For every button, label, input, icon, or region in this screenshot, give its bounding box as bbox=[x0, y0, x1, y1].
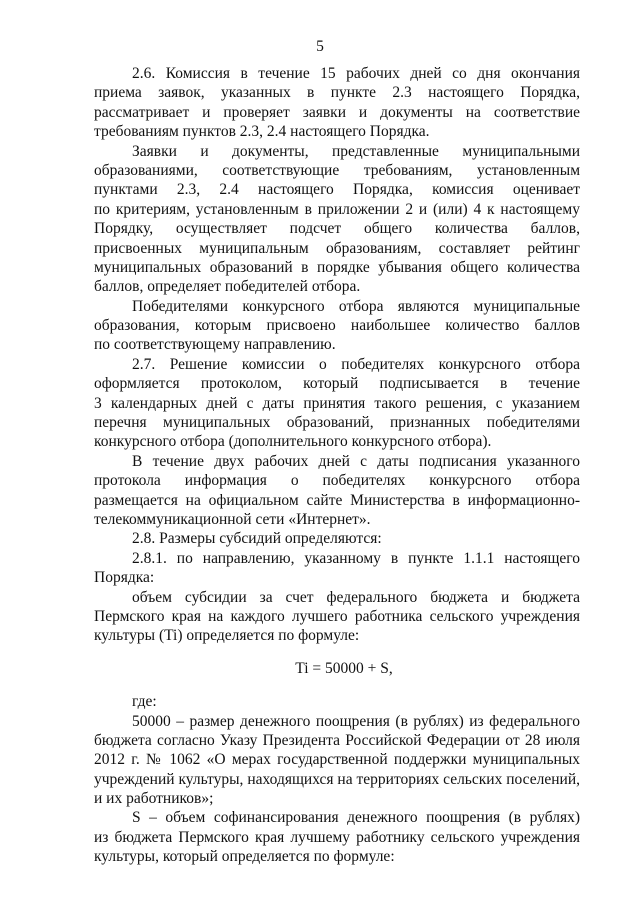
text-line: Порядку, осуществляет подсчет общего количества баллов, bbox=[94, 220, 580, 238]
text-line: 50000 – размер денежного поощрения (в рублях) из федерального bbox=[132, 712, 580, 730]
text-line: оформляется протоколом, который подписывается в течение bbox=[94, 375, 580, 393]
document-body bbox=[94, 64, 580, 867]
text-line: где: bbox=[132, 693, 157, 711]
formula: Ti = 50000 + S, bbox=[295, 659, 393, 677]
text-line: Победителями конкурсного отбора являются муниципальные bbox=[132, 297, 580, 315]
text-line: объем субсидии за счет федерального бюджета и бюджета bbox=[132, 588, 580, 606]
text-line: 2.8.1. по направлению, указанному в пункте 1.1.1 настоящего bbox=[132, 549, 580, 567]
text-line: S – объем софинансирования денежного поощрения (в рублях) bbox=[132, 809, 580, 827]
text-line: протокола информация о победителях конкурсного отбора bbox=[94, 472, 580, 490]
text-line: культуры, который определяется по формуле: bbox=[94, 848, 395, 866]
text-line: 2.8. Размеры субсидий определяются: bbox=[132, 530, 382, 548]
text-block-before-formula bbox=[94, 64, 580, 646]
text-line: 2.6. Комиссия в течение 15 рабочих дней со дня окончания bbox=[132, 65, 580, 82]
text-line: и их работников»; bbox=[94, 790, 214, 808]
text-line: учреждений культуры, находящихся на территориях сельских поселений, bbox=[94, 770, 580, 788]
text-line: присвоенных муниципальным образованиям, составляет рейтинг bbox=[94, 239, 580, 257]
text-line: рассматривает и проверяет заявки и документы на соответствие bbox=[94, 103, 580, 121]
text-line: Порядка: bbox=[94, 569, 155, 587]
text-line: баллов, определяет победителей отбора. bbox=[94, 278, 361, 296]
text-line: муниципальных образований в порядке убывания общего количества bbox=[94, 258, 580, 276]
text-line: приема заявок, указанных в пункте 2.3 настоящего Порядка, bbox=[94, 84, 580, 102]
page-number: 5 bbox=[316, 38, 324, 55]
text-line: телекоммуникационной сети «Интернет». bbox=[94, 510, 371, 528]
text-line: по критериям, установленным в приложении 2 и (или) 4 к настоящему bbox=[94, 200, 580, 218]
text-line: из бюджета Пермского края лучшему работнику сельского учреждения bbox=[94, 828, 580, 846]
text-line: 3 календарных дней с даты принятия такого решения, с указанием bbox=[94, 394, 580, 412]
text-line: перечня муниципальных образований, признанных победителями bbox=[94, 414, 580, 432]
text-line: бюджета согласно Указу Президента Российской Федерации от 28 июля bbox=[94, 731, 580, 749]
text-line: Пермского края на каждого лучшего работника сельского учреждения bbox=[94, 607, 580, 625]
text-line: образованиями, соответствующие требованиям, установленным bbox=[94, 161, 580, 179]
text-line: пунктами 2.3, 2.4 настоящего Порядка, комиссия оценивает bbox=[94, 181, 580, 199]
text-line: Заявки и документы, представленные муниципальными bbox=[132, 142, 580, 160]
text-line: по соответствующему направлению. bbox=[94, 336, 336, 354]
text-line: требованиям пунктов 2.3, 2.4 настоящего Порядка. bbox=[94, 123, 430, 141]
text-line: образования, которым присвоено наибольшее количество баллов bbox=[94, 317, 580, 335]
text-line: 2.7. Решение комиссии о победителях конкурсного отбора bbox=[132, 355, 580, 373]
text-line: культуры (Ti) определяется по формуле: bbox=[94, 627, 360, 645]
text-block-after-formula bbox=[94, 692, 580, 867]
text-line: 2012 г. № 1062 «О мерах государственной поддержки муниципальных bbox=[94, 751, 580, 769]
text-line: размещается на официальном сайте Министерства в информационно- bbox=[94, 491, 580, 509]
text-line: конкурсного отбора (дополнительного конкурсного отбора). bbox=[94, 433, 492, 451]
text-line: В течение двух рабочих дней с даты подписания указанного bbox=[132, 452, 580, 470]
